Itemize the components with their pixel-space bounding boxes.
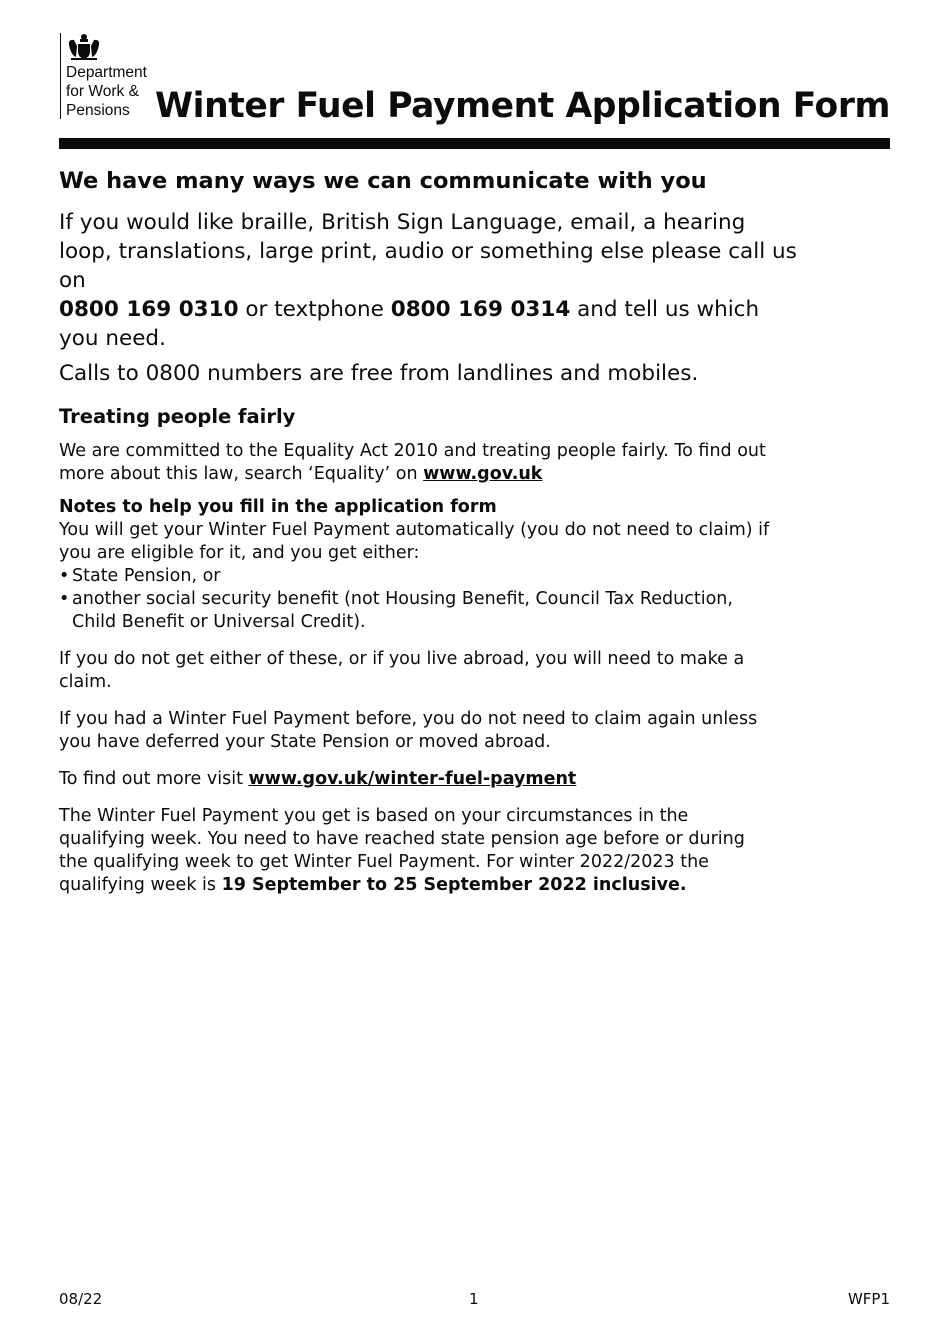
free-calls-text: Calls to 0800 numbers are free from landlines and mobiles. xyxy=(59,361,699,386)
list-item: • another social security benefit (not Housing Benefit, Council Tax Reduction, Child Benefit or Universal Credit). xyxy=(59,588,779,634)
fairly-heading: Treating people fairly xyxy=(59,405,296,428)
communicate-intro: If you would like braille, British Sign Language, email, a hearing loop, translations, large print, audio or something else please call us on 0800 169 0310 or textphone 0800 169 0314 and tell us which you need. xyxy=(59,210,797,351)
qualifying-week-paragraph: The Winter Fuel Payment you get is based on your circumstances in the qualifying week. You need to have reached state pension age before or during the qualifying week to get Winter Fuel Payment. For winter 2022/2023 the qualifying week is 19 September to 25 September 2022 inclusive. xyxy=(59,806,745,895)
title-divider xyxy=(59,138,890,149)
page-content xyxy=(59,164,899,897)
textphone-number: 0800 169 0314 xyxy=(390,297,571,322)
footer-date-code: 08/22 xyxy=(59,1290,103,1308)
fairly-text: We are committed to the Equality Act 2010 and treating people fairly. To find out more about this law, search ‘Equality’ on www.gov.uk xyxy=(59,441,766,484)
department-name: Department for Work & Pensions xyxy=(66,64,147,119)
winter-fuel-payment-link[interactable]: www.gov.uk/winter-fuel-payment xyxy=(248,769,577,789)
footer-page-number: 1 xyxy=(469,1290,479,1308)
gov-uk-link[interactable]: www.gov.uk xyxy=(423,464,543,484)
previous-payment-paragraph: If you had a Winter Fuel Payment before, you do not need to claim again unless you have deferred your State Pension or moved abroad. xyxy=(59,709,758,752)
phone-number: 0800 169 0310 xyxy=(59,297,239,322)
royal-crest-icon xyxy=(66,33,102,61)
notes-intro: You will get your Winter Fuel Payment automatically (you do not need to claim) if you are eligible for it, and you get either: xyxy=(59,520,770,563)
qualifying-dates: 19 September to 25 September 2022 inclusive. xyxy=(221,875,687,895)
footer-form-code: WFP1 xyxy=(847,1290,890,1308)
claim-paragraph: If you do not get either of these, or if you live abroad, you will need to make a claim. xyxy=(59,649,745,692)
eligibility-list xyxy=(59,565,779,634)
more-info-paragraph: To find out more visit www.gov.uk/winter-fuel-payment xyxy=(59,769,577,789)
logo-rule xyxy=(60,33,61,119)
list-item: • State Pension, or xyxy=(59,565,779,588)
notes-heading: Notes to help you fill in the application form xyxy=(59,497,497,517)
communicate-heading: We have many ways we can communicate with you xyxy=(59,168,707,194)
form-title: Winter Fuel Payment Application Form xyxy=(155,86,890,126)
